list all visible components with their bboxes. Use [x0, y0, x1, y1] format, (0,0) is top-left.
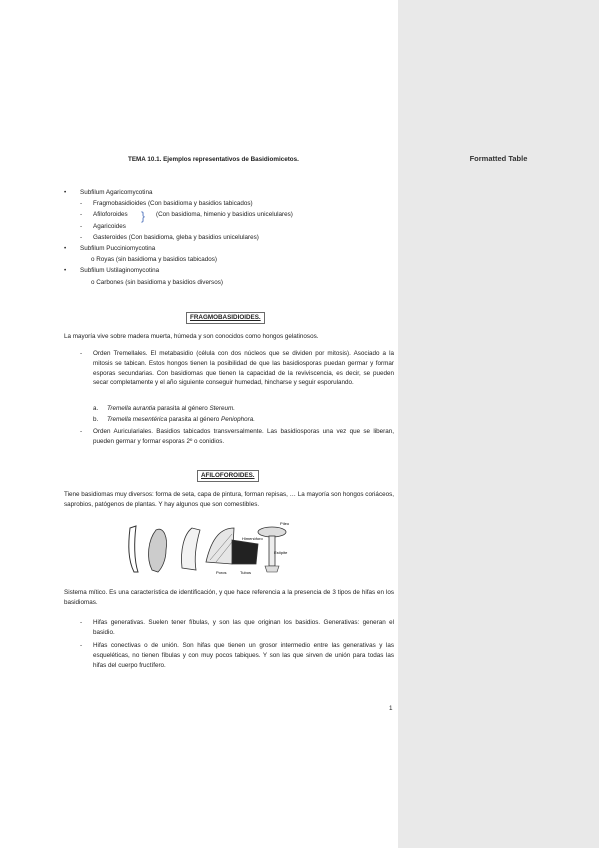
- species-name: Tremella aurantia: [107, 405, 156, 412]
- brace-icon: }: [141, 209, 146, 223]
- bullet-dash: -: [80, 428, 83, 435]
- outline-item-carbones: o Carbones (sin basidioma y basidios diversos): [91, 279, 223, 286]
- list-item-tremella-mesenterica: [93, 416, 255, 424]
- genus-name: Stereum.: [209, 405, 236, 412]
- comment-pane-title: Formatted Table: [469, 154, 528, 163]
- paragraph-orden-auriculariales: Orden Auriculariales. Basidios tabicados transversalmente. Las basidiosporas una vez que se liberan, pueden germar y formar esporas 2º o conidios.: [93, 428, 394, 445]
- genus-name: Peniophora.: [221, 416, 255, 423]
- bullet-dash: -: [80, 642, 83, 649]
- list-letter: b.: [93, 416, 99, 423]
- bullet-dot: •: [64, 245, 67, 252]
- outline-subfilum-2: Subfilum Pucciniomycotina: [80, 245, 156, 252]
- outline-subfilum-1: Subfilum Agaricomycotina: [80, 189, 153, 196]
- comment-pane: [398, 0, 599, 848]
- seta-shape-1: [129, 526, 138, 572]
- paragraph-orden-tremellales: Orden Tremellales. El metabasidio (célula con dos núcleos que se dividen por mitosis). Asociado a la mitosis se tabican. Estos hongos tienen la posibilidad de que las basidiosporas puedan germar y formar esporas secundarias. Con basidiomas que tienen la capacidad de la reviviscencia, es decir, se pueden secar completamente y el año siguiente conseguir humedad, hincharse y seguir esporulando.: [93, 350, 394, 387]
- crust-shape: [181, 528, 200, 570]
- bullet-dot: •: [64, 267, 67, 274]
- bullet-dash: -: [80, 619, 83, 626]
- label-pileo: Píleo: [280, 521, 290, 526]
- outline-subfilum-3: Subfilum Ustilaginomycotina: [80, 267, 160, 274]
- coral-shape: [149, 529, 167, 572]
- species-text: parasita al género: [167, 416, 222, 423]
- bullet-dash: -: [80, 223, 83, 230]
- label-tubos: Tubos: [240, 570, 251, 575]
- bullet-dash: -: [80, 200, 83, 207]
- outline-item-afiloforoides-desc: (Con basidioma, himenio y basidios unicelulares): [156, 211, 293, 218]
- label-estipite: Estípite: [274, 550, 288, 555]
- list-item-tremella-aurantia: [93, 405, 235, 413]
- page-number: 1: [389, 705, 393, 712]
- species-text: parasita al género: [155, 405, 210, 412]
- species-name: Tremella mesentérica: [107, 416, 168, 423]
- paragraph-hifas-conectivas: Hifas conectivas o de unión. Son hifas que tienen un grosor intermedio entre las generativas y las esqueléticas, no tienen fíbulas y con muy pocos tabiques. Y son las que sirven de unión para todas las hifas del cuerpo fructífero.: [93, 642, 394, 669]
- list-letter: a.: [93, 405, 99, 412]
- outline-item-gasteroides: Gasteroides (Con basidioma, gleba y basidios unicelulares): [93, 234, 259, 241]
- paragraph-afilo-intro: Tiene basidiomas muy diversos: forma de seta, capa de pintura, forman repisas, … La mayoría son hongos coriáceos, saprobios, patógenos de plantas. Y hay algunos que son comestibles.: [64, 491, 394, 508]
- label-himenoforo: Himenóforo: [242, 536, 263, 541]
- bullet-dot: •: [64, 189, 67, 196]
- page-title: TEMA 10.1. Ejemplos representativos de Basidiomicetos.: [128, 156, 299, 163]
- paragraph-sistema-mitico: Sistema mítico. Es una característica de identificación, y que hace referencia a la presencia de 3 tipos de hifas en los basidiomas.: [64, 589, 394, 606]
- bullet-dash: -: [80, 211, 83, 218]
- paragraph-hifas-generativas: Hifas generativas. Suelen tener fíbulas, y son las que originan los basidios. Generativas: generan el basidio.: [93, 619, 394, 636]
- basidioma-forms-illustration: [122, 520, 292, 580]
- label-poros: Poros: [216, 570, 227, 575]
- poros-shape: [206, 528, 234, 564]
- outline-item-royas: o Royas (sin basidioma y basidios tabicados): [91, 256, 217, 263]
- bullet-dash: -: [80, 350, 83, 357]
- outline-item-agaricoides: Agaricoides: [93, 223, 126, 230]
- paragraph-frag-intro: La mayoría vive sobre madera muerta, húmeda y son conocidos como hongos gelatinosos.: [64, 333, 319, 340]
- section-heading-afiloforoides: AFILOFOROIDES.: [197, 470, 259, 482]
- bullet-dash: -: [80, 234, 83, 241]
- outline-item-afiloforoides: Afiloforoides: [93, 211, 128, 218]
- tubos-shape: [232, 540, 258, 564]
- section-heading-fragmobasidioides: FRAGMOBASIDIOIDES.: [186, 312, 265, 324]
- outline-item-fragmobasidioides: Fragmobasidioides (Con basidioma y basidios tabicados): [93, 200, 253, 207]
